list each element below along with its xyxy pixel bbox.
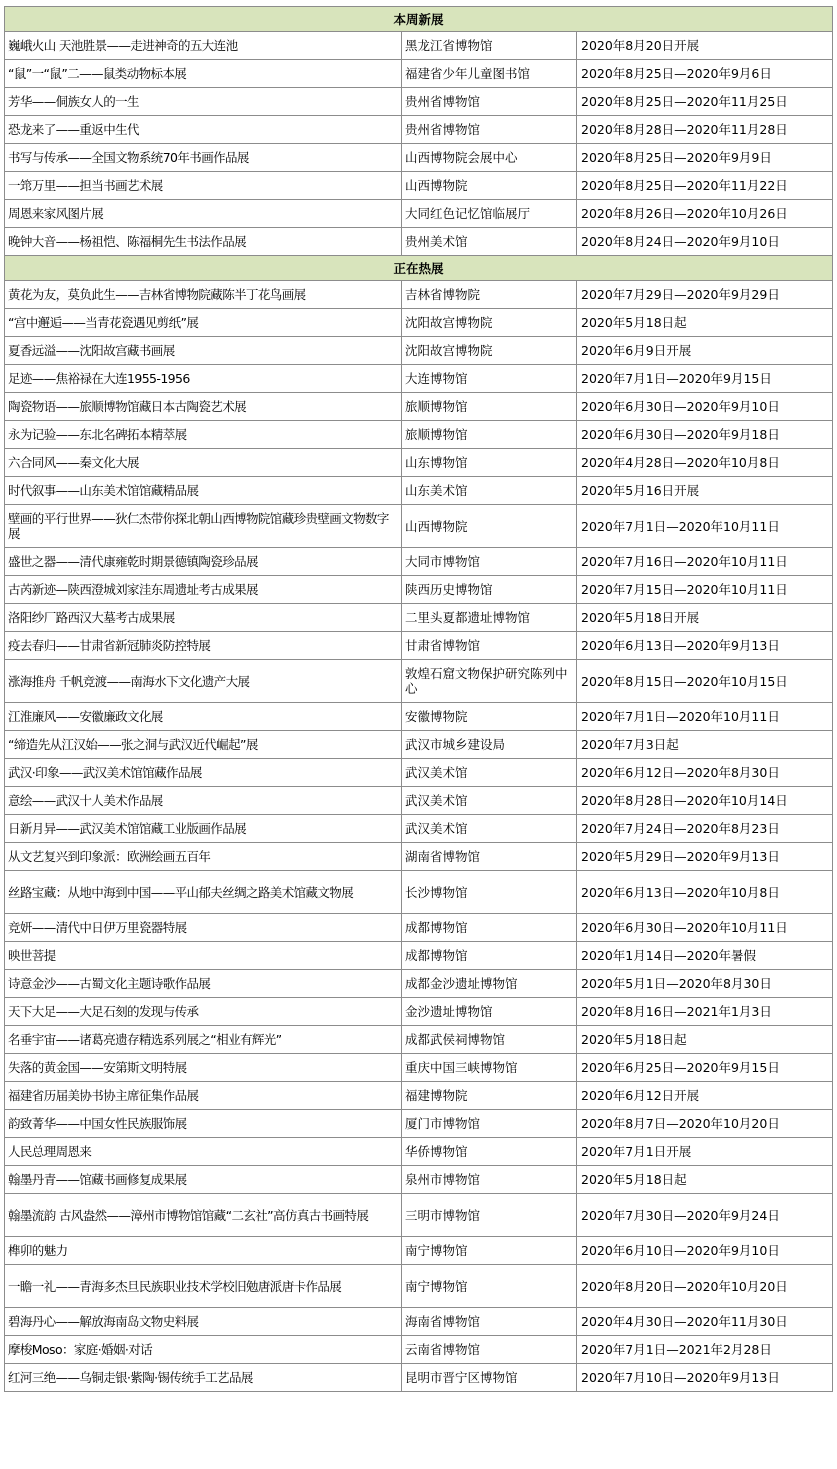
date-cell: 2020年8月28日—2020年11月28日 — [577, 116, 833, 144]
exhibition-table-wrapper — [4, 6, 832, 1392]
exhibition-name-cell: 黄花为友，莫负此生——吉林省博物院藏陈半丁花鸟画展 — [5, 281, 402, 309]
table-row — [5, 632, 833, 660]
venue-cell: 旅顺博物馆 — [402, 393, 577, 421]
date-cell: 2020年8月25日—2020年11月25日 — [577, 88, 833, 116]
table-row — [5, 116, 833, 144]
date-cell: 2020年6月13日—2020年9月13日 — [577, 632, 833, 660]
venue-cell: 旅顺博物馆 — [402, 421, 577, 449]
table-row — [5, 970, 833, 998]
table-row — [5, 309, 833, 337]
date-cell: 2020年7月10日—2020年9月13日 — [577, 1364, 833, 1392]
date-cell: 2020年8月7日—2020年10月20日 — [577, 1110, 833, 1138]
exhibition-name-cell: 武汉·印象——武汉美术馆馆藏作品展 — [5, 759, 402, 787]
table-row — [5, 1110, 833, 1138]
date-cell: 2020年1月14日—2020年暑假 — [577, 942, 833, 970]
table-row — [5, 759, 833, 787]
exhibition-name-cell: 涨海推舟 千帆竞渡——南海水下文化遗产大展 — [5, 660, 402, 703]
venue-cell: 吉林省博物院 — [402, 281, 577, 309]
venue-cell: 山东美术馆 — [402, 477, 577, 505]
exhibition-name-cell: 竞妍——清代中日伊万里瓷器特展 — [5, 914, 402, 942]
date-cell: 2020年8月28日—2020年10月14日 — [577, 787, 833, 815]
exhibition-name-cell: 时代叙事——山东美术馆馆藏精品展 — [5, 477, 402, 505]
date-cell: 2020年7月1日—2020年10月11日 — [577, 703, 833, 731]
table-row — [5, 731, 833, 759]
table-row — [5, 1237, 833, 1265]
table-row — [5, 88, 833, 116]
exhibition-name-cell: 一筇万里——担当书画艺术展 — [5, 172, 402, 200]
venue-cell: 大同红色记忆馆临展厅 — [402, 200, 577, 228]
exhibition-name-cell: “鼠”一“鼠”二——鼠类动物标本展 — [5, 60, 402, 88]
exhibition-name-cell: 翰墨丹青——馆藏书画修复成果展 — [5, 1166, 402, 1194]
date-cell: 2020年7月16日—2020年10月11日 — [577, 548, 833, 576]
venue-cell: 三明市博物馆 — [402, 1194, 577, 1237]
exhibition-name-cell: 六合同风——秦文化大展 — [5, 449, 402, 477]
exhibition-name-cell: 韵致菁华——中国女性民族服饰展 — [5, 1110, 402, 1138]
date-cell: 2020年5月18日开展 — [577, 604, 833, 632]
exhibition-name-cell: 诗意金沙——古蜀文化主题诗歌作品展 — [5, 970, 402, 998]
table-row — [5, 1138, 833, 1166]
date-cell: 2020年5月18日起 — [577, 1166, 833, 1194]
date-cell: 2020年7月29日—2020年9月29日 — [577, 281, 833, 309]
venue-cell: 泉州市博物馆 — [402, 1166, 577, 1194]
table-row — [5, 32, 833, 60]
exhibition-name-cell: 一瞻一礼——青海多杰旦民族职业技术学校旧勉唐派唐卡作品展 — [5, 1265, 402, 1308]
exhibition-name-cell: 日新月异——武汉美术馆馆藏工业版画作品展 — [5, 815, 402, 843]
venue-cell: 成都武侯祠博物馆 — [402, 1026, 577, 1054]
exhibition-name-cell: 榫卯的魅力 — [5, 1237, 402, 1265]
table-row — [5, 815, 833, 843]
table-row — [5, 998, 833, 1026]
exhibition-name-cell: 福建省历届美协书协主席征集作品展 — [5, 1082, 402, 1110]
venue-cell: 成都金沙遗址博物馆 — [402, 970, 577, 998]
section-title: 正在热展 — [5, 256, 833, 281]
date-cell: 2020年7月1日开展 — [577, 1138, 833, 1166]
date-cell: 2020年6月30日—2020年9月10日 — [577, 393, 833, 421]
exhibition-name-cell: “缔造先从江汉始——张之洞与武汉近代崛起”展 — [5, 731, 402, 759]
date-cell: 2020年6月30日—2020年9月18日 — [577, 421, 833, 449]
exhibition-name-cell: 从文艺复兴到印象派：欧洲绘画五百年 — [5, 843, 402, 871]
exhibition-name-cell: 翰墨流韵 古风盎然——漳州市博物馆馆藏“二玄社”高仿真古书画特展 — [5, 1194, 402, 1237]
venue-cell: 沈阳故宫博物院 — [402, 337, 577, 365]
exhibition-name-cell: 巍峨火山 天池胜景——走进神奇的五大连池 — [5, 32, 402, 60]
table-row — [5, 843, 833, 871]
table-row — [5, 421, 833, 449]
table-row — [5, 914, 833, 942]
venue-cell: 云南省博物馆 — [402, 1336, 577, 1364]
venue-cell: 武汉美术馆 — [402, 787, 577, 815]
venue-cell: 山西博物院会展中心 — [402, 144, 577, 172]
venue-cell: 贵州省博物馆 — [402, 88, 577, 116]
section-header-row — [5, 7, 833, 32]
table-row — [5, 1026, 833, 1054]
date-cell: 2020年8月25日—2020年9月6日 — [577, 60, 833, 88]
venue-cell: 二里头夏都遗址博物馆 — [402, 604, 577, 632]
section-title: 本周新展 — [5, 7, 833, 32]
venue-cell: 华侨博物馆 — [402, 1138, 577, 1166]
exhibition-name-cell: 摩梭Moso：家庭·婚姻·对话 — [5, 1336, 402, 1364]
venue-cell: 山东博物馆 — [402, 449, 577, 477]
table-row — [5, 604, 833, 632]
exhibition-name-cell: 天下大足——大足石刻的发现与传承 — [5, 998, 402, 1026]
exhibition-name-cell: 永为记验——东北名碑拓本精萃展 — [5, 421, 402, 449]
date-cell: 2020年6月12日开展 — [577, 1082, 833, 1110]
venue-cell: 山西博物院 — [402, 505, 577, 548]
date-cell: 2020年6月9日开展 — [577, 337, 833, 365]
date-cell: 2020年5月29日—2020年9月13日 — [577, 843, 833, 871]
section-header-row — [5, 256, 833, 281]
exhibition-name-cell: 名垂宇宙——诸葛亮遗存精选系列展之“相业有辉光” — [5, 1026, 402, 1054]
venue-cell: 福建博物院 — [402, 1082, 577, 1110]
venue-cell: 武汉市城乡建设局 — [402, 731, 577, 759]
table-row — [5, 337, 833, 365]
exhibition-name-cell: “宫中邂逅——当青花瓷遇见剪纸”展 — [5, 309, 402, 337]
table-row — [5, 1166, 833, 1194]
date-cell: 2020年8月15日—2020年10月15日 — [577, 660, 833, 703]
table-row — [5, 660, 833, 703]
table-row — [5, 1336, 833, 1364]
exhibition-name-cell: 洛阳纱厂路西汉大墓考古成果展 — [5, 604, 402, 632]
date-cell: 2020年8月20日—2020年10月20日 — [577, 1265, 833, 1308]
exhibition-name-cell: 夏香远溢——沈阳故宫藏书画展 — [5, 337, 402, 365]
venue-cell: 贵州美术馆 — [402, 228, 577, 256]
venue-cell: 海南省博物馆 — [402, 1308, 577, 1336]
table-row — [5, 576, 833, 604]
date-cell: 2020年5月16日开展 — [577, 477, 833, 505]
exhibition-name-cell: 疫去春归——甘肃省新冠肺炎防控特展 — [5, 632, 402, 660]
venue-cell: 安徽博物院 — [402, 703, 577, 731]
table-row — [5, 1194, 833, 1237]
venue-cell: 福建省少年儿童图书馆 — [402, 60, 577, 88]
table-row — [5, 548, 833, 576]
venue-cell: 重庆中国三峡博物馆 — [402, 1054, 577, 1082]
exhibition-name-cell: 映世菩提 — [5, 942, 402, 970]
table-row — [5, 144, 833, 172]
exhibition-name-cell: 足迹——焦裕禄在大连1955-1956 — [5, 365, 402, 393]
date-cell: 2020年8月24日—2020年9月10日 — [577, 228, 833, 256]
date-cell: 2020年7月30日—2020年9月24日 — [577, 1194, 833, 1237]
venue-cell: 湖南省博物馆 — [402, 843, 577, 871]
date-cell: 2020年8月16日—2021年1月3日 — [577, 998, 833, 1026]
table-row — [5, 477, 833, 505]
table-row — [5, 703, 833, 731]
date-cell: 2020年5月18日起 — [577, 1026, 833, 1054]
table-row — [5, 281, 833, 309]
venue-cell: 陕西历史博物馆 — [402, 576, 577, 604]
date-cell: 2020年7月15日—2020年10月11日 — [577, 576, 833, 604]
table-row — [5, 172, 833, 200]
date-cell: 2020年8月25日—2020年11月22日 — [577, 172, 833, 200]
date-cell: 2020年7月1日—2020年10月11日 — [577, 505, 833, 548]
venue-cell: 昆明市晋宁区博物馆 — [402, 1364, 577, 1392]
date-cell: 2020年6月12日—2020年8月30日 — [577, 759, 833, 787]
exhibition-name-cell: 意绘——武汉十人美术作品展 — [5, 787, 402, 815]
table-row — [5, 393, 833, 421]
exhibition-name-cell: 书写与传承——全国文物系统70年书画作品展 — [5, 144, 402, 172]
table-row — [5, 449, 833, 477]
date-cell: 2020年8月20日开展 — [577, 32, 833, 60]
date-cell: 2020年7月1日—2020年9月15日 — [577, 365, 833, 393]
venue-cell: 长沙博物馆 — [402, 871, 577, 914]
table-row — [5, 942, 833, 970]
exhibition-name-cell: 红河三绝——乌铜走银·紫陶·锡传统手工艺品展 — [5, 1364, 402, 1392]
date-cell: 2020年6月25日—2020年9月15日 — [577, 1054, 833, 1082]
venue-cell: 沈阳故宫博物院 — [402, 309, 577, 337]
table-row — [5, 365, 833, 393]
exhibition-name-cell: 盛世之器——清代康雍乾时期景德镇陶瓷珍品展 — [5, 548, 402, 576]
date-cell: 2020年7月24日—2020年8月23日 — [577, 815, 833, 843]
exhibition-name-cell: 恐龙来了——重返中生代 — [5, 116, 402, 144]
exhibition-name-cell: 失落的黄金国——安第斯文明特展 — [5, 1054, 402, 1082]
table-row — [5, 1054, 833, 1082]
exhibition-name-cell: 丝路宝藏：从地中海到中国——平山郁夫丝绸之路美术馆藏文物展 — [5, 871, 402, 914]
venue-cell: 贵州省博物馆 — [402, 116, 577, 144]
table-row — [5, 1364, 833, 1392]
venue-cell: 大同市博物馆 — [402, 548, 577, 576]
date-cell: 2020年6月13日—2020年10月8日 — [577, 871, 833, 914]
venue-cell: 金沙遗址博物馆 — [402, 998, 577, 1026]
venue-cell: 南宁博物馆 — [402, 1265, 577, 1308]
date-cell: 2020年8月25日—2020年9月9日 — [577, 144, 833, 172]
table-row — [5, 871, 833, 914]
venue-cell: 厦门市博物馆 — [402, 1110, 577, 1138]
exhibition-name-cell: 陶瓷物语——旅顺博物馆藏日本古陶瓷艺术展 — [5, 393, 402, 421]
date-cell: 2020年4月30日—2020年11月30日 — [577, 1308, 833, 1336]
venue-cell: 成都博物馆 — [402, 942, 577, 970]
venue-cell: 黑龙江省博物馆 — [402, 32, 577, 60]
venue-cell: 武汉美术馆 — [402, 815, 577, 843]
table-row — [5, 1082, 833, 1110]
venue-cell: 南宁博物馆 — [402, 1237, 577, 1265]
exhibition-table — [4, 6, 833, 1392]
exhibition-name-cell: 江淮廉风——安徽廉政文化展 — [5, 703, 402, 731]
exhibition-name-cell: 人民总理周恩来 — [5, 1138, 402, 1166]
date-cell: 2020年6月30日—2020年10月11日 — [577, 914, 833, 942]
date-cell: 2020年7月1日—2021年2月28日 — [577, 1336, 833, 1364]
exhibition-name-cell: 晚钟大音——杨祖恺、陈福桐先生书法作品展 — [5, 228, 402, 256]
venue-cell: 成都博物馆 — [402, 914, 577, 942]
table-row — [5, 200, 833, 228]
table-row — [5, 787, 833, 815]
venue-cell: 甘肃省博物馆 — [402, 632, 577, 660]
exhibition-name-cell: 古芮新迹—陕西澄城刘家洼东周遗址考古成果展 — [5, 576, 402, 604]
exhibition-name-cell: 碧海丹心——解放海南岛文物史料展 — [5, 1308, 402, 1336]
table-row — [5, 228, 833, 256]
venue-cell: 武汉美术馆 — [402, 759, 577, 787]
date-cell: 2020年7月3日起 — [577, 731, 833, 759]
date-cell: 2020年8月26日—2020年10月26日 — [577, 200, 833, 228]
date-cell: 2020年5月1日—2020年8月30日 — [577, 970, 833, 998]
date-cell: 2020年4月28日—2020年10月8日 — [577, 449, 833, 477]
exhibition-table-body — [5, 7, 833, 1392]
venue-cell: 敦煌石窟文物保护研究陈列中心 — [402, 660, 577, 703]
date-cell: 2020年6月10日—2020年9月10日 — [577, 1237, 833, 1265]
venue-cell: 山西博物院 — [402, 172, 577, 200]
date-cell: 2020年5月18日起 — [577, 309, 833, 337]
exhibition-name-cell: 壁画的平行世界——狄仁杰带你探北朝山西博物院馆藏珍贵壁画文物数字展 — [5, 505, 402, 548]
table-row — [5, 1265, 833, 1308]
venue-cell: 大连博物馆 — [402, 365, 577, 393]
exhibition-name-cell: 周恩来家风图片展 — [5, 200, 402, 228]
table-row — [5, 60, 833, 88]
table-row — [5, 1308, 833, 1336]
table-row — [5, 505, 833, 548]
exhibition-name-cell: 芳华——侗族女人的一生 — [5, 88, 402, 116]
